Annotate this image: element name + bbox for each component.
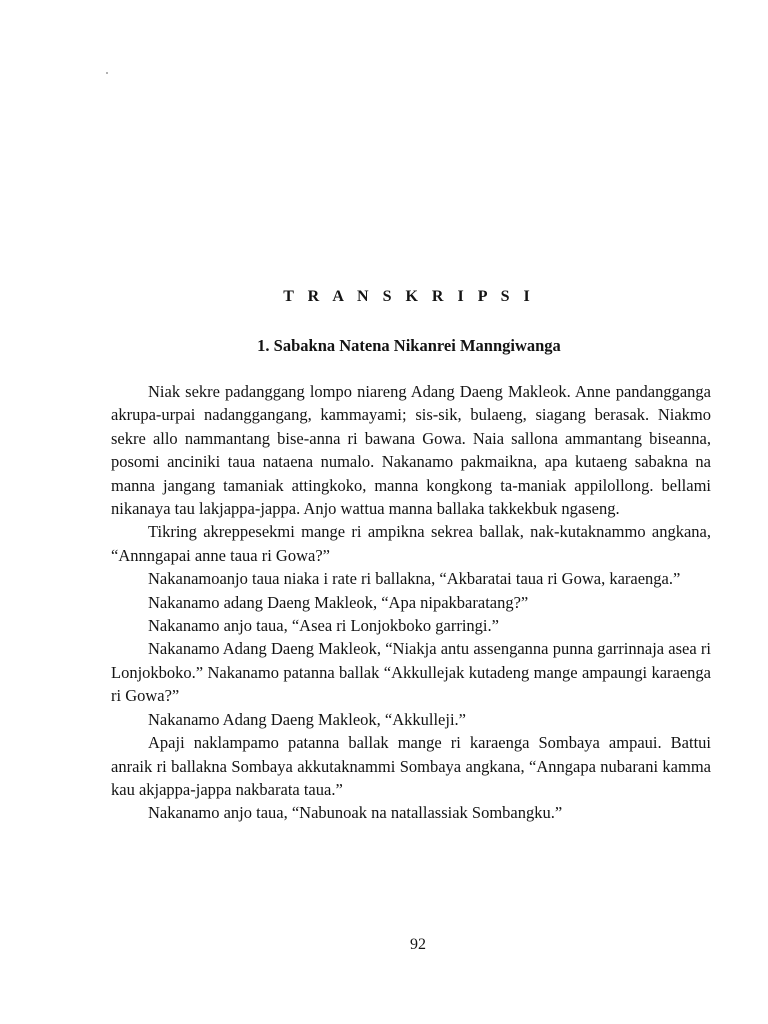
paragraph: Nakanamoanjo taua niaka i rate ri ballakna, “Akbaratai taua ri Gowa, karaenga.” <box>148 569 681 589</box>
paragraph: Nakanamo adang Daeng Makleok, “Apa nipakbaratang?” <box>148 592 529 612</box>
paragraph: Apaji naklampamo patanna ballak mange ri karaenga Sombaya ampaui. Battui anraik ri ballakna Sombaya akkutaknammi Sombaya angkana, “Anngapa nubarani kamma kau akjappa-jappa nakbarata taua.” <box>111 733 711 799</box>
paragraph: Niak sekre padanggang lompo niareng Adang Daeng Makleok. Anne pandangganga akrupa-urpai nadanggangang, kammayami; sis-sik, bulaeng, siagang berasak. Niakmo sekre allo nammantang bise-anna ri bawana Gowa. Naia sallona ammantang biseanna, posomi anciniki taua nataena numalo. Nakanamo pakmaikna, apa kutaeng sabakna na manna jangang tamaniak attingkoko, manna kongkong ta-maniak appilollong. bellami nikanaya tau lakjappa-jappa. Anjo wattua manna ballaka takkekbuk ngaseng. <box>111 382 711 519</box>
paragraph: Nakanamo Adang Daeng Makleok, “Niakja antu assenganna punna garrinnaja asea ri Lonjokboko.” Nakanamo patanna ballak “Akkullejak kutadeng mange ampaungi karaenga ri Gowa?” <box>111 639 711 706</box>
paragraph: Nakanamo anjo taua, “Nabunoak na natallassiak Sombangku.” <box>148 803 563 823</box>
section-heading: T R A N S K R I P S I <box>283 288 535 305</box>
body-text <box>111 380 711 825</box>
page-number: 92 <box>410 936 426 953</box>
paragraph: Nakanamo anjo taua, “Asea ri Lonjokboko garringi.” <box>148 616 499 636</box>
page-speck <box>106 72 108 74</box>
paragraph: Tikring akreppesekmi mange ri ampikna sekrea ballak, nak-kutaknammo angkana, “Annngapai anne taua ri Gowa?” <box>111 522 711 565</box>
chapter-title: 1. Sabakna Natena Nikanrei Manngiwanga <box>257 336 561 355</box>
paragraph: Nakanamo Adang Daeng Makleok, “Akkulleji.” <box>148 709 466 729</box>
